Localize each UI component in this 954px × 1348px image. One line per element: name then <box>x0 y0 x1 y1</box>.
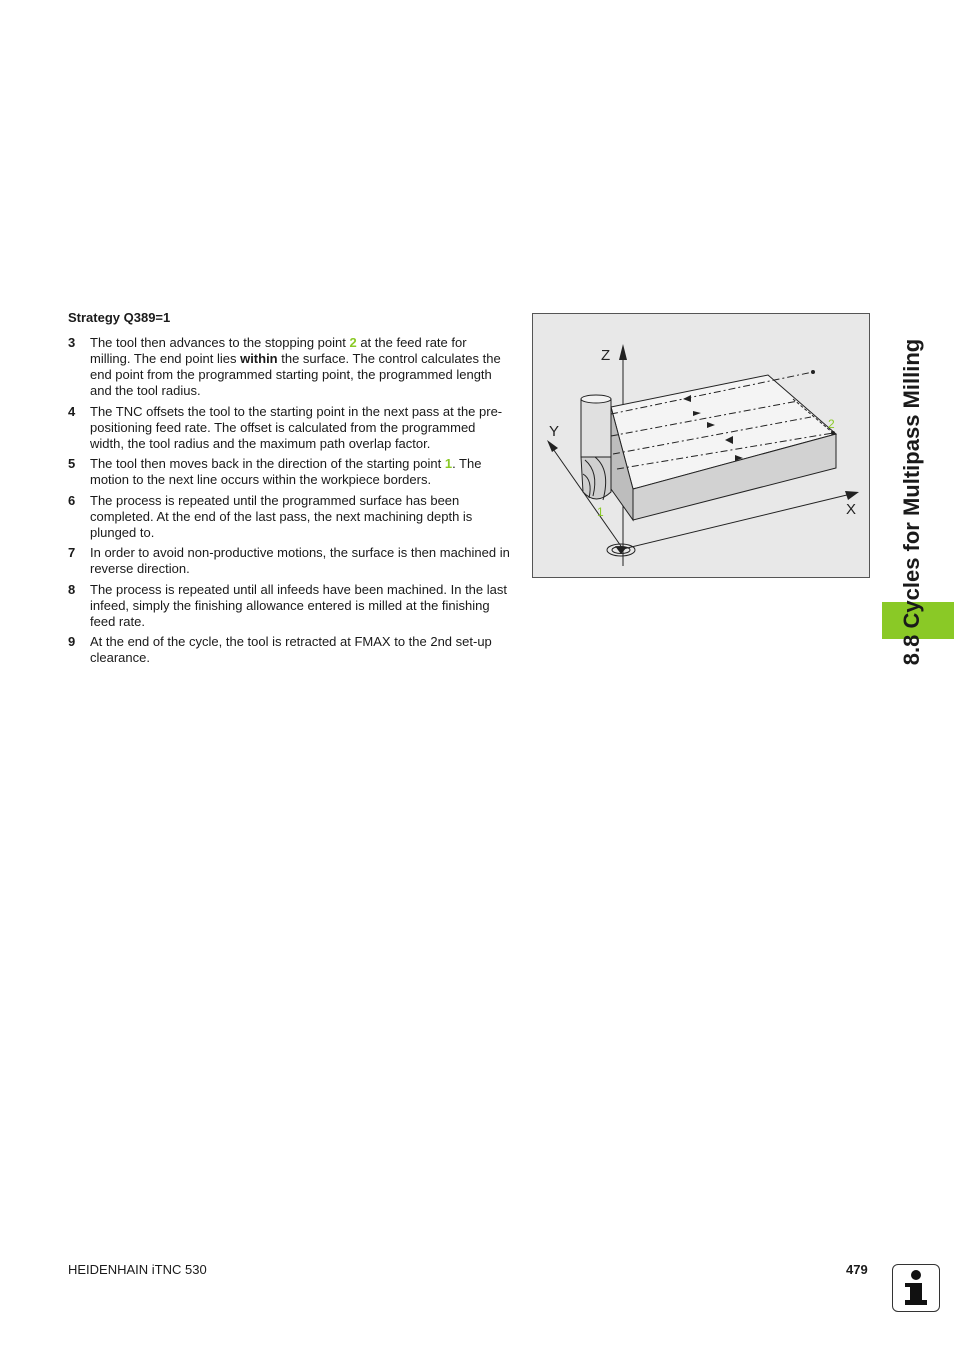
x-axis-arrow <box>845 491 859 500</box>
step-text: The TNC offsets the tool to the starting point in the next pass at the pre-positioning feed rate. The offset is calculated from the programmed width, the tool radius and the maximum path overlap factor. <box>90 403 503 451</box>
step-item <box>68 545 510 577</box>
step-item <box>68 335 510 399</box>
footer-product: HEIDENHAIN iTNC 530 <box>68 1262 207 1277</box>
step-item <box>68 582 510 630</box>
step-number: 8 <box>68 581 76 597</box>
point-1-label: 1 <box>597 505 604 519</box>
step-text: At the end of the cycle, the tool is retracted at FMAX to the 2nd set-up clearance. <box>90 634 492 665</box>
step-number: 9 <box>68 634 76 649</box>
y-axis-arrow <box>547 440 558 452</box>
step-text: the surface. The control calculates the end point from the programmed starting point, the programmed length and the tool radius. <box>90 351 501 398</box>
step-number: 3 <box>68 335 76 350</box>
info-icon-glyph <box>893 1265 939 1311</box>
step-number: 6 <box>68 492 76 508</box>
path-end-dot <box>831 431 835 435</box>
milling-diagram-svg <box>533 314 871 579</box>
chapter-title: 8.8 Cycles for Multipass Milling <box>899 338 924 666</box>
section-heading: Strategy Q389=1 <box>68 310 171 325</box>
step-text: The process is repeated until all infeeds have been machined. In the last infeed, simply the finishing allowance entered is milled at the finishing feed rate. <box>90 581 507 629</box>
y-axis-label: Y <box>549 423 560 440</box>
step-item <box>68 404 510 452</box>
x-axis-label: X <box>846 501 857 518</box>
bold-term: within <box>240 351 278 366</box>
step-text: The tool then moves back in the direction of the starting point <box>90 456 445 471</box>
point-1-ref: 1 <box>444 456 453 471</box>
point-2-ref: 2 <box>349 335 357 350</box>
milling-diagram <box>532 313 870 578</box>
step-text: In order to avoid non-productive motions, the surface is then machined in reverse direction. <box>90 545 510 576</box>
step-list <box>68 335 510 671</box>
point-2-label: 2 <box>828 417 835 431</box>
step-text: at the feed rate for milling. The end point lies <box>90 335 467 366</box>
step-number: 5 <box>68 456 76 471</box>
step-item <box>68 634 510 666</box>
step-text: The tool then advances to the stopping point <box>90 335 350 350</box>
step-item <box>68 493 510 541</box>
end-mill-tool <box>581 395 611 500</box>
z-axis-label: Z <box>601 347 611 364</box>
step-number: 7 <box>68 545 76 560</box>
z-axis-arrow <box>619 344 627 360</box>
step-item <box>68 456 510 488</box>
step-text: . The motion to the next line occurs within the workpiece borders. <box>90 456 482 487</box>
step-number: 4 <box>68 403 76 419</box>
info-icon[interactable] <box>892 1264 940 1312</box>
page-number: 479 <box>846 1262 868 1277</box>
path-start-dot <box>811 370 815 374</box>
step-text: The process is repeated until the programmed surface has been completed. At the end of the last pass, the next machining depth is plunged to. <box>90 492 473 540</box>
